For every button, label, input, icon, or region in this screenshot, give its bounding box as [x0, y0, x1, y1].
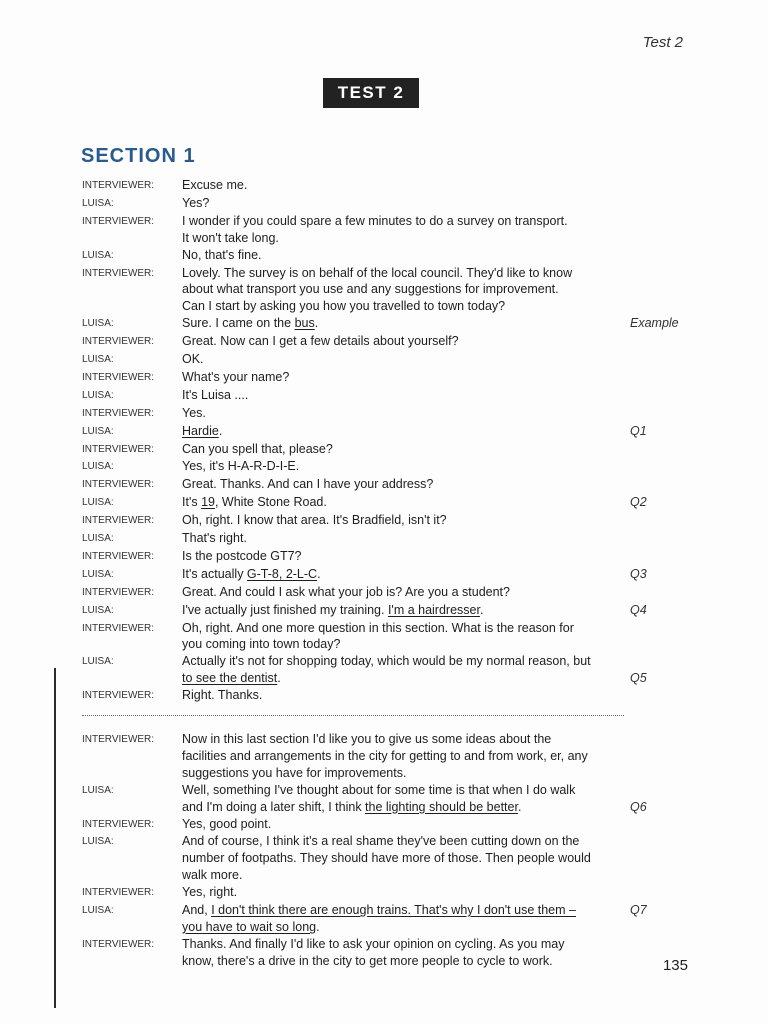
dialogue-turn	[82, 441, 692, 459]
answer-underline: you have to wait so long	[182, 919, 317, 934]
dialogue-turn	[82, 423, 692, 441]
speaker-label: LUISA:	[82, 389, 114, 401]
speech-line	[182, 867, 242, 884]
speech-line	[182, 247, 262, 264]
speech-line	[182, 653, 591, 670]
answer-underline: G-T-8, 2-L-C	[246, 566, 318, 581]
dialogue-turn	[82, 213, 692, 247]
speaker-label: INTERVIEWER:	[82, 938, 155, 950]
speech-text	[182, 441, 624, 458]
dialogue-turn	[82, 731, 692, 782]
speech-line	[182, 387, 248, 404]
running-head: Test 2	[642, 34, 683, 51]
speech-text	[182, 213, 624, 247]
dialogue-turn	[82, 620, 692, 654]
speech-fragment: Great. Thanks. And can I have your address?	[182, 477, 434, 492]
speech-line	[182, 281, 559, 298]
speaker-label: LUISA:	[82, 656, 114, 668]
speech-fragment: Actually it's not for shopping today, which would be my normal reason, but	[182, 654, 591, 669]
speech-fragment: No, that's fine.	[182, 247, 262, 262]
question-marker: Q5	[630, 671, 647, 686]
speech-text	[182, 782, 647, 816]
speaker-label: INTERVIEWER:	[82, 443, 155, 455]
speech-fragment: Great. Now can I get a few details about yourself?	[182, 334, 459, 349]
dialogue-turn	[82, 602, 692, 620]
speech-fragment: What's your name?	[182, 369, 290, 384]
answer-underline: 19	[201, 495, 215, 510]
speech-text	[182, 566, 647, 583]
speech-text	[182, 423, 647, 440]
speech-line	[182, 494, 327, 511]
dialogue-turn	[82, 584, 692, 602]
dialogue-turn	[82, 458, 692, 476]
speech-line	[182, 441, 333, 458]
speech-fragment: .	[277, 671, 281, 686]
speech-fragment: It's	[182, 495, 202, 510]
speaker-label: LUISA:	[82, 318, 114, 330]
question-marker: Q7	[630, 902, 647, 917]
speech-text	[182, 247, 624, 264]
speech-fragment: .	[517, 799, 522, 814]
speech-fragment: .	[317, 566, 321, 581]
speech-text	[182, 548, 624, 565]
page-number: 135	[662, 957, 688, 974]
answer-underline: to see the dentist	[182, 671, 278, 686]
speech-fragment: number of footpaths. They should have more of those. Then people would	[182, 851, 591, 866]
dialogue-turn	[82, 902, 692, 936]
speech-fragment: It won't take long.	[182, 230, 279, 245]
speaker-label: INTERVIEWER:	[82, 215, 155, 227]
speech-line	[182, 953, 553, 970]
speech-fragment: .	[314, 316, 319, 331]
question-marker: Q1	[630, 423, 647, 438]
speech-text	[182, 884, 624, 901]
speech-fragment: Right. Thanks.	[182, 688, 263, 703]
dialogue-turn	[82, 351, 692, 369]
question-marker: Example	[630, 316, 679, 331]
question-marker: Q4	[630, 602, 647, 617]
speech-text	[182, 936, 624, 970]
speech-text	[182, 833, 624, 884]
speaker-label: INTERVIEWER:	[82, 267, 155, 279]
speech-text	[182, 494, 647, 511]
speech-line	[182, 816, 271, 833]
speech-fragment: Oh, right. And one more question in this section. What is the reason for	[182, 620, 574, 635]
speech-fragment: Now in this last section I'd like you to give us some ideas about the	[182, 732, 552, 747]
speaker-label: LUISA:	[82, 461, 114, 473]
speech-fragment: walk more.	[182, 868, 243, 883]
speech-fragment: Great. And could I ask what your job is? Are you a student?	[182, 584, 510, 599]
speech-fragment: know, there's a drive in the city to get more people to cycle to work.	[182, 953, 553, 968]
speech-line	[182, 530, 247, 547]
speaker-label: LUISA:	[82, 425, 114, 437]
speech-text	[182, 333, 624, 350]
speech-line	[182, 833, 579, 850]
speaker-label: LUISA:	[82, 904, 114, 916]
speech-line	[182, 177, 247, 194]
speech-text	[182, 387, 624, 404]
speech-text	[182, 177, 624, 194]
speech-fragment: .	[479, 602, 484, 617]
dialogue-turn	[82, 687, 692, 705]
dialogue-turn	[82, 405, 692, 423]
speaker-label: INTERVIEWER:	[82, 622, 155, 634]
speech-text	[182, 584, 624, 601]
speech-fragment: about what transport you use and any suggestions for improvement.	[182, 282, 559, 297]
speech-line	[182, 351, 204, 368]
speech-fragment: .	[218, 423, 223, 438]
speech-text	[182, 620, 624, 654]
answer-underline: the lighting should be better	[365, 799, 518, 814]
speech-text	[182, 351, 624, 368]
dialogue-turn	[82, 782, 692, 816]
dialogue-turn	[82, 566, 692, 584]
speaker-label: INTERVIEWER:	[82, 586, 155, 598]
speaker-label: LUISA:	[82, 784, 114, 796]
speech-line	[182, 687, 262, 704]
dialogue-turn	[82, 530, 692, 548]
speaker-label: LUISA:	[82, 533, 114, 545]
speech-text	[182, 731, 624, 782]
speech-text	[182, 653, 647, 687]
section-title: SECTION 1	[81, 145, 196, 167]
speech-fragment: It's actually	[182, 566, 247, 581]
speaker-label: LUISA:	[82, 249, 114, 261]
speech-fragment: Excuse me.	[182, 178, 248, 192]
question-marker: Q2	[630, 495, 647, 510]
speaker-label: LUISA:	[82, 604, 114, 616]
speech-text	[182, 315, 679, 332]
test-badge: TEST 2	[323, 78, 419, 108]
speech-line	[182, 850, 591, 867]
speech-fragment: Yes, good point.	[182, 816, 272, 831]
dialogue-turn	[82, 936, 692, 970]
speaker-label: INTERVIEWER:	[82, 479, 155, 491]
dialogue-turn	[82, 369, 692, 387]
speech-line	[182, 782, 575, 799]
transcript-part-1	[82, 177, 692, 705]
dialogue-turn	[82, 195, 692, 213]
speech-line	[182, 333, 459, 350]
section-divider	[82, 709, 692, 723]
speaker-label: INTERVIEWER:	[82, 336, 155, 348]
speech-text	[182, 405, 624, 422]
speaker-label: INTERVIEWER:	[82, 690, 155, 702]
speech-line	[182, 405, 206, 422]
dialogue-turn	[82, 476, 692, 494]
speaker-label: INTERVIEWER:	[82, 371, 155, 383]
answer-underline: Hardie	[182, 423, 219, 438]
speech-text	[182, 195, 624, 212]
speech-line	[182, 748, 588, 765]
question-marker: Q6	[630, 799, 647, 814]
speaker-label: INTERVIEWER:	[82, 887, 155, 899]
speech-fragment: Well, something I've thought about for some time is that when I do walk	[182, 782, 576, 797]
answer-underline: bus	[294, 316, 315, 331]
speech-fragment: and I'm doing a later shift, I think	[182, 799, 366, 814]
transcript-part-2	[82, 731, 692, 970]
transcript	[82, 177, 692, 970]
speaker-label: INTERVIEWER:	[82, 180, 155, 191]
speaker-label: LUISA:	[82, 497, 114, 509]
speech-line	[182, 369, 289, 386]
speech-line	[182, 636, 340, 653]
speech-line	[182, 584, 510, 601]
speech-fragment: you coming into town today?	[182, 637, 341, 652]
speech-line	[182, 423, 222, 440]
speech-fragment: I wonder if you could spare a few minutes to do a survey on transport.	[182, 213, 568, 228]
speech-line	[182, 919, 320, 936]
speech-fragment: Yes?	[182, 195, 210, 210]
speech-fragment: Sure. I came on the	[182, 316, 295, 331]
speech-fragment: Yes, right.	[182, 885, 238, 900]
speech-line	[182, 213, 568, 230]
speech-fragment: Lovely. The survey is on behalf of the local council. They'd like to know	[182, 265, 573, 280]
speaker-label: INTERVIEWER:	[82, 515, 155, 527]
speech-fragment: facilities and arrangements in the city for getting to and from work, er, any	[182, 748, 588, 763]
dialogue-turn	[82, 884, 692, 902]
speech-fragment: .	[316, 919, 320, 934]
dialogue-turn	[82, 315, 692, 333]
speech-line	[182, 731, 551, 748]
speech-fragment: It's Luisa ....	[182, 387, 249, 402]
speaker-label: LUISA:	[82, 353, 114, 365]
dialogue-turn	[82, 512, 692, 530]
speech-line	[182, 936, 564, 953]
speech-text	[182, 816, 624, 833]
speech-text	[182, 530, 624, 547]
speaker-label: INTERVIEWER:	[82, 734, 155, 746]
speech-line	[182, 566, 321, 583]
speech-text	[182, 902, 647, 936]
dialogue-turn	[82, 247, 692, 265]
speech-text	[182, 369, 624, 386]
speaker-label: LUISA:	[82, 568, 114, 580]
dialogue-turn	[82, 548, 692, 566]
answer-underline: I'm a hairdresser	[387, 602, 480, 617]
dialogue-turn	[82, 265, 692, 316]
speech-fragment: And of course, I think it's a real shame they've been cutting down on the	[182, 834, 580, 849]
speech-line	[182, 548, 302, 565]
speech-line	[182, 195, 209, 212]
speech-fragment: That's right.	[182, 531, 247, 546]
speech-fragment: Yes, it's H-A-R-D-I-E.	[182, 459, 300, 474]
speaker-label: INTERVIEWER:	[82, 550, 155, 562]
dialogue-turn	[82, 653, 692, 687]
dialogue-turn	[82, 387, 692, 405]
speech-text	[182, 476, 624, 493]
speech-fragment: Thanks. And finally I'd like to ask your opinion on cycling. As you may	[182, 936, 565, 951]
speech-fragment: And,	[182, 902, 212, 917]
speech-fragment: , White Stone Road.	[214, 495, 327, 510]
speech-fragment: Yes.	[182, 405, 206, 420]
speech-text	[182, 512, 624, 529]
speech-line	[182, 298, 505, 315]
speech-fragment: Is the postcode GT7?	[182, 548, 302, 563]
speech-line	[182, 799, 521, 816]
speech-line	[182, 315, 318, 332]
speech-fragment: Can you spell that, please?	[182, 441, 333, 456]
speech-line	[182, 670, 281, 687]
speech-fragment: suggestions you have for improvements.	[182, 765, 407, 780]
speaker-label: INTERVIEWER:	[82, 818, 155, 830]
speech-text	[182, 602, 647, 619]
speech-fragment: OK.	[182, 351, 204, 366]
dialogue-turn	[82, 494, 692, 512]
speaker-label: LUISA:	[82, 197, 114, 209]
speaker-label: LUISA:	[82, 836, 114, 848]
speech-line	[182, 602, 483, 619]
speech-line	[182, 265, 572, 282]
speech-line	[182, 902, 576, 919]
speech-fragment: Can I start by asking you how you travelled to town today?	[182, 299, 506, 314]
dialogue-turn	[82, 333, 692, 351]
question-marker: Q3	[630, 566, 647, 581]
speech-line	[182, 458, 299, 475]
speech-text	[182, 687, 624, 704]
speech-line	[182, 512, 447, 529]
speech-line	[182, 476, 433, 493]
speech-fragment: I've actually just finished my training.	[182, 602, 388, 617]
dialogue-turn	[82, 833, 692, 884]
page-gutter-edge	[54, 668, 56, 1008]
speech-line	[182, 620, 574, 637]
speech-text	[182, 458, 624, 475]
speaker-label: INTERVIEWER:	[82, 407, 155, 419]
speech-line	[182, 765, 406, 782]
dialogue-turn	[82, 177, 692, 195]
speech-text	[182, 265, 624, 316]
speech-line	[182, 884, 237, 901]
speech-line	[182, 230, 279, 247]
answer-underline: I don't think there are enough trains. That's why I don't use them –	[211, 902, 576, 917]
speech-fragment: Oh, right. I know that area. It's Bradfield, isn't it?	[182, 513, 447, 528]
dialogue-turn	[82, 816, 692, 834]
